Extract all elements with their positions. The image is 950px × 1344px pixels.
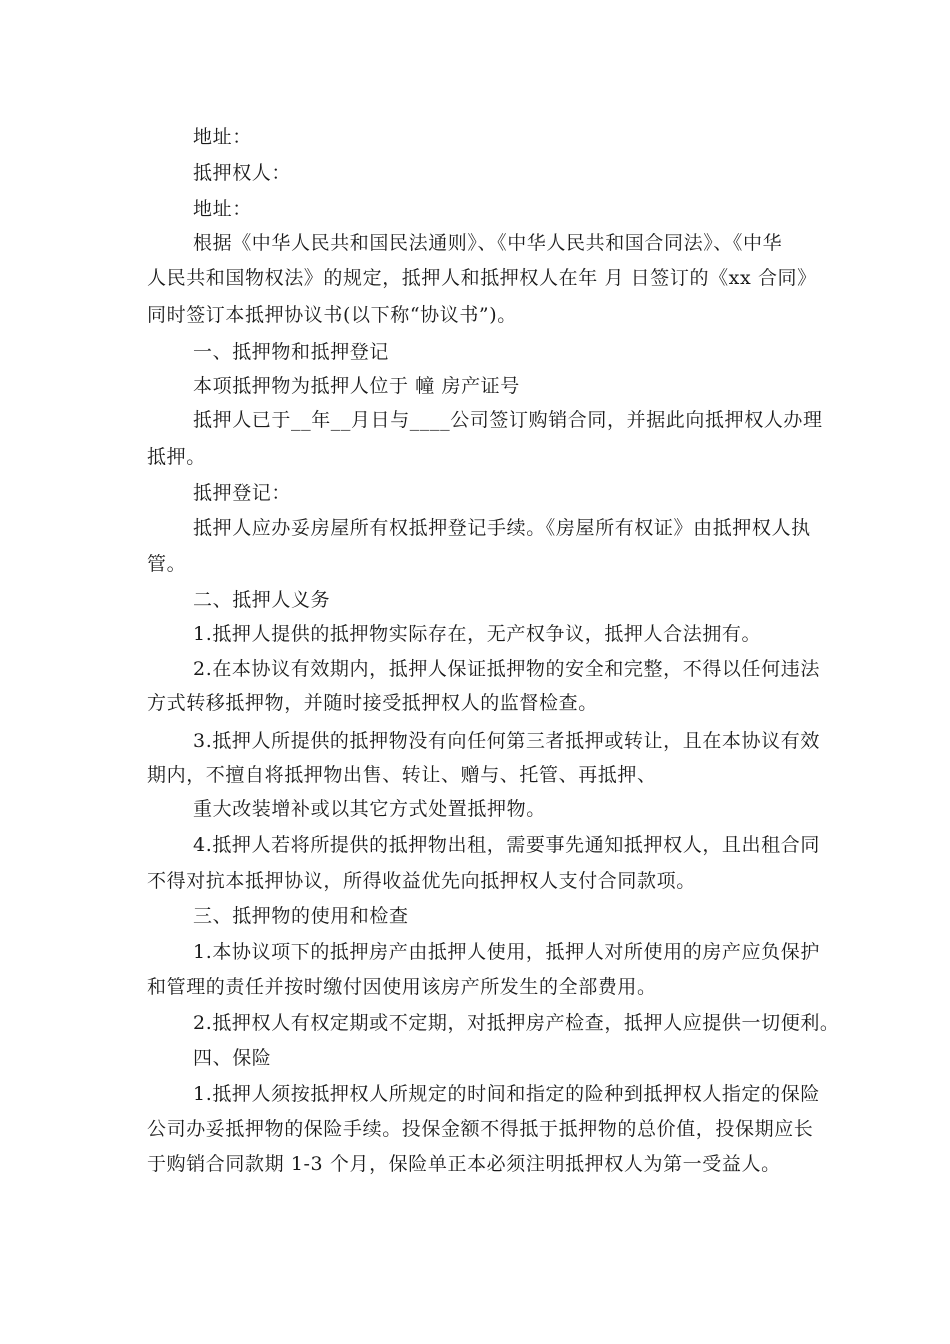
- paragraph-line: 方式转移抵押物，并随时接受抵押权人的监督检查。: [147, 692, 598, 714]
- section-heading-2: 二、抵押人义务: [193, 589, 331, 611]
- mortgagee-label: 抵押权人：: [193, 162, 292, 184]
- paragraph-line: 和管理的责任并按时缴付因使用该房产所发生的全部费用。: [147, 976, 657, 998]
- paragraph-line: 1.抵押人提供的抵押物实际存在，无产权争议，抵押人合法拥有。: [193, 623, 762, 645]
- section-heading-4: 四、保险: [193, 1047, 272, 1069]
- paragraph-line: 重大改装增补或以其它方式处置抵押物。: [193, 798, 546, 820]
- preamble-line-3: 同时签订本抵押协议书(以下称“协议书”)。: [147, 304, 517, 326]
- section-heading-3: 三、抵押物的使用和检查: [193, 905, 409, 927]
- paragraph-line: 本项抵押物为抵押人位于 幢 房产证号: [193, 375, 520, 397]
- paragraph-line: 2.在本协议有效期内，抵押人保证抵押物的安全和完整，不得以任何违法: [193, 658, 820, 680]
- preamble-line-1: 根据《中华人民共和国民法通则》、《中华人民共和国合同法》、《中华: [193, 232, 783, 254]
- address-label-1: 地址：: [193, 126, 252, 148]
- paragraph-line: 不得对抗本抵押协议，所得收益优先向抵押权人支付合同款项。: [147, 870, 696, 892]
- address-label-2: 地址：: [193, 198, 252, 220]
- paragraph-line: 于购销合同款期 1-3 个月，保险单正本必须注明抵押权人为第一受益人。: [147, 1153, 781, 1175]
- section-heading-1: 一、抵押物和抵押登记: [193, 341, 390, 363]
- paragraph-line: 抵押人已于__年__月日与____公司签订购销合同，并据此向抵押权人办理: [193, 409, 823, 431]
- paragraph-line: 抵押。: [147, 446, 206, 468]
- subheading-registration: 抵押登记：: [193, 482, 292, 504]
- paragraph-line: 1.本协议项下的抵押房产由抵押人使用，抵押人对所使用的房产应负保护: [193, 941, 820, 963]
- paragraph-line: 4.抵押人若将所提供的抵押物出租，需要事先通知抵押权人，且出租合同: [193, 834, 820, 856]
- paragraph-line: 期内，不擅自将抵押物出售、转让、赠与、托管、再抵押、: [147, 764, 657, 786]
- paragraph-line: 2.抵押权人有权定期或不定期，对抵押房产检查，抵押人应提供一切便利。: [193, 1012, 840, 1034]
- paragraph-line: 1.抵押人须按抵押权人所规定的时间和指定的险种到抵押权人指定的保险: [193, 1083, 820, 1105]
- preamble-line-2: 人民共和国物权法》的规定，抵押人和抵押权人在年 月 日签订的《xx 合同》: [147, 267, 817, 289]
- paragraph-line: 管。: [147, 553, 187, 575]
- paragraph-line: 公司办妥抵押物的保险手续。投保金额不得抵于抵押物的总价值，投保期应长: [147, 1118, 814, 1140]
- paragraph-line: 3.抵押人所提供的抵押物没有向任何第三者抵押或转让，且在本协议有效: [193, 730, 820, 752]
- paragraph-line: 抵押人应办妥房屋所有权抵押登记手续。《房屋所有权证》由抵押权人执: [193, 517, 811, 539]
